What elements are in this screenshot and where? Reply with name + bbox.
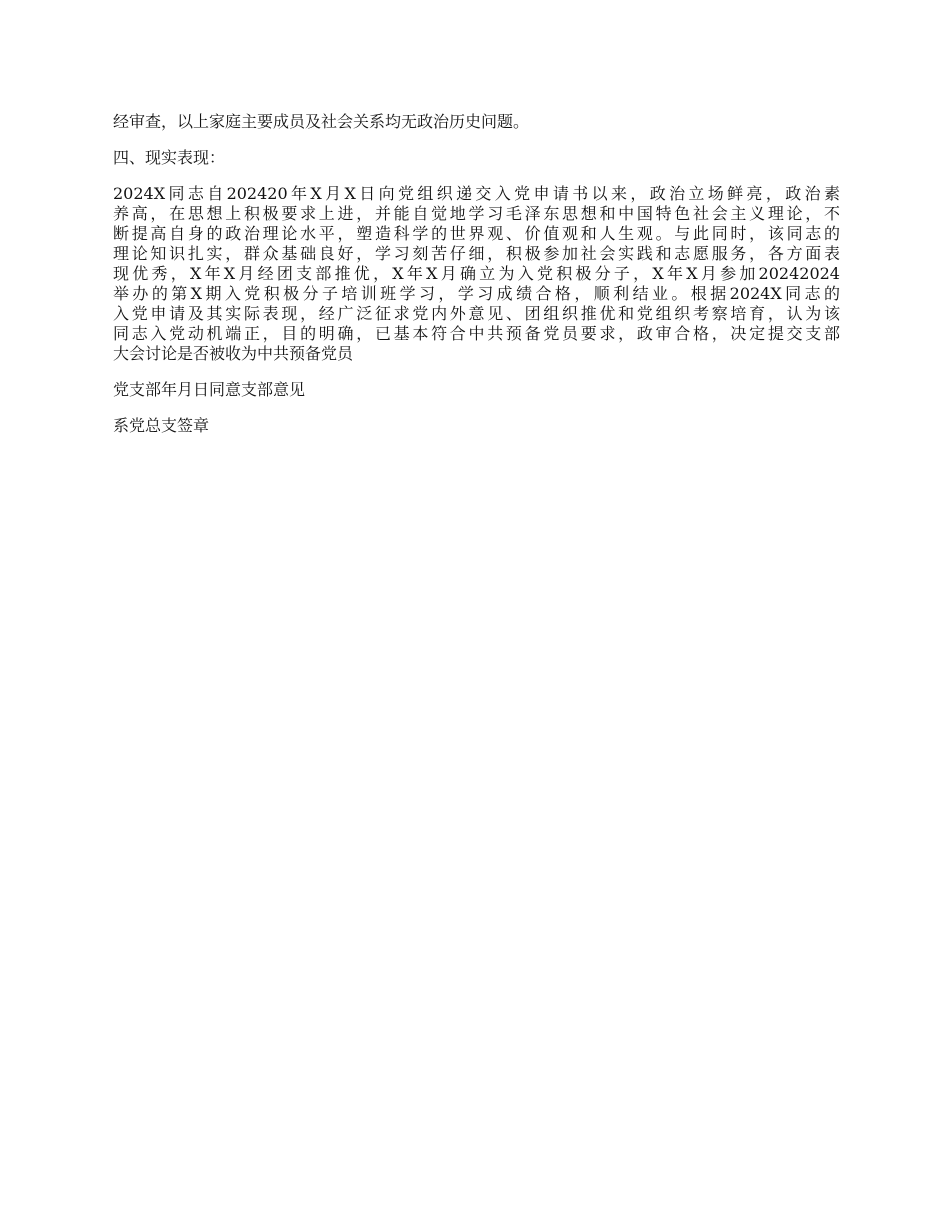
section-heading bbox=[113, 148, 840, 168]
text-line: 系党总支签章 bbox=[113, 416, 210, 435]
text-line: 2024X同志自202420年X月X日向党组织递交入党申请书以来，政治立场鲜亮，政治素 bbox=[113, 184, 840, 203]
paragraph-signature bbox=[113, 416, 840, 436]
paragraph-branch-opinion bbox=[113, 380, 840, 400]
text-line: 党支部年月日同意支部意见 bbox=[113, 380, 306, 399]
text-line: 理论知识扎实，群众基础良好，学习刻苦仔细，积极参加社会实践和志愿服务，各方面表 bbox=[113, 244, 840, 263]
text-line: 现优秀，X年X月经团支部推优，X年X月确立为入党积极分子，X年X月参加20242024 bbox=[113, 264, 840, 283]
paragraph-review-result bbox=[113, 112, 840, 132]
text-line: 大会讨论是否被收为中共预备党员 bbox=[113, 344, 354, 363]
paragraph-performance bbox=[113, 184, 840, 364]
text-line: 经审查，以上家庭主要成员及社会关系均无政治历史问题。 bbox=[113, 112, 530, 131]
text-line: 同志入党动机端正，目的明确，已基本符合中共预备党员要求，政审合格，决定提交支部 bbox=[113, 324, 840, 343]
document-page bbox=[113, 112, 840, 452]
text-line: 养高，在思想上积极要求上进，并能自觉地学习毛泽东思想和中国特色社会主义理论，不 bbox=[113, 204, 840, 223]
text-line: 入党申请及其实际表现，经广泛征求党内外意见、团组织推优和党组织考察培育，认为该 bbox=[113, 304, 840, 323]
text-line: 断提高自身的政治理论水平，塑造科学的世界观、价值观和人生观。与此同时，该同志的 bbox=[113, 224, 840, 243]
text-line: 举办的第X期入党积极分子培训班学习，学习成绩合格，顺利结业。根据2024X同志的 bbox=[113, 284, 840, 303]
text-line: 四、现实表现： bbox=[113, 148, 226, 167]
